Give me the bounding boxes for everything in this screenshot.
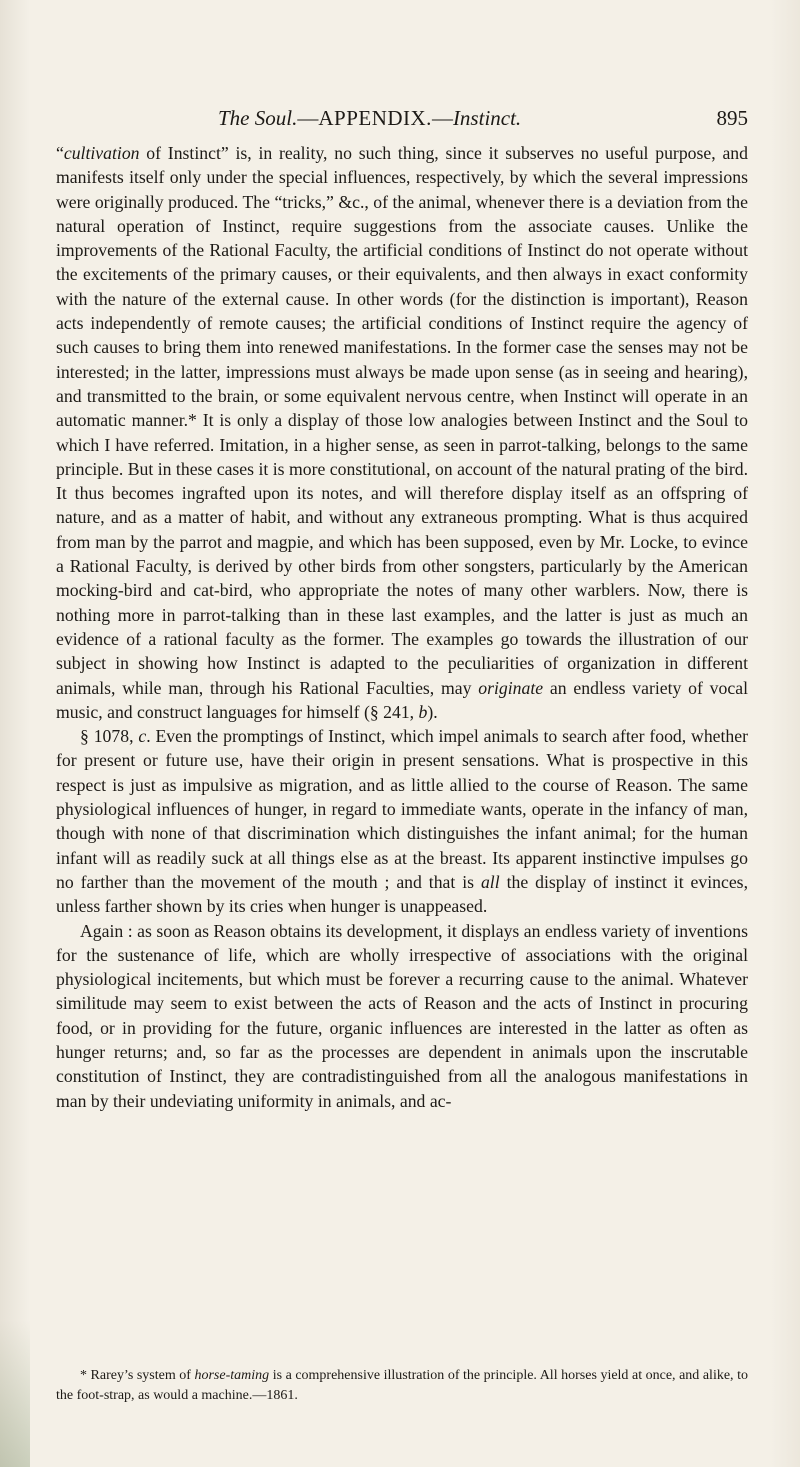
header-title-soul: The Soul. [218,106,298,130]
emphasis: horse-taming [194,1368,270,1383]
header-title [218,106,521,131]
header-title-instinct: Instinct. [452,106,522,130]
page-number: 895 [716,106,748,130]
page-edge-stain [0,1320,30,1467]
footnote-text: is a comprehensive illustration of the principle. All horses yield at once, and alike, to the foot-strap, as would a machine.—1861. [56,1368,748,1403]
paragraph-text: . Even the promptings of Instinct, which impel animals to search after food, whether for present or future use, have their origin in present sensations. What is prospective in this respect is just as impulsive as migration, and as little allied to the course of Reason. The same physiological influences of hunger, in regard to immediate wants, operate in the infancy of man, though with none of that discrimination which distinguishes the infant animal; for the human infant will as readily suck at all things else as at the breast. Its apparent instinctive impulses go no farther than the movement of the mouth ; and that is [56,726,749,892]
paragraph-text: of Instinct” is, in reality, no such thing, since it subserves no useful purpose, and manifests itself only under the special influences, respectively, by which the several impressions were originally produced. The “tricks,” &c., of the animal, whenever there is a deviation from the natural operation of Instinct, require suggestions from the associate causes. Unlike the improvements of the Rational Faculty, the artificial conditions of Instinct do not operate without the excitements of the primary causes, or their equivalents, and then always in exact conformity with the nature of the external cause. In other words (for the distinction is important), Reason acts independently of remote causes; the artificial conditions of Instinct require the agency of such causes to bring them into renewed manifestations. In the former case the senses may not be interested; in the latter, impressions must always be made upon sense (as in seeing and hearing), and transmitted to the brain, or some equivalent nervous centre, when Instinct will operate in an automatic manner.* It is only a display of those low analogies between Instinct and the Soul to which I have referred. Imitation, in a higher sense, as seen in parrot-talking, belongs to the same principle. But in these cases it is more constitutional, on account of the natural prating of the bird. It thus becomes ingrafted upon its notes, and will therefore display itself as an offspring of nature, and as a matter of habit, and without any extraneous prompting. What is thus acquired from man by the parrot and magpie, and which has been supposed, even by Mr. Locke, to evince a Rational Faculty, is derived by other birds from other songsters, particularly by the American mocking-bird and cat-bird, who appropriate the notes of many other warblers. Now, there is nothing more in parrot-talking than in these last examples, and the latter is just as much an evidence of a rational faculty as the former. The examples go towards the illustration of our subject in showing how Instinct is adapted to the peculiarities of organization in different animals, while man, through his Rational Faculties, may [56,143,748,698]
emphasis: b [418,701,428,722]
header-appendix: APPENDIX. [318,106,432,130]
emphasis: c [138,726,147,747]
header-dash: — [297,106,319,130]
footnote [56,1366,748,1406]
paragraph-text: the display of instinct it evinces, unless farther shown by its cries when hunger is unappeased. [56,871,748,917]
paragraph-2 [56,724,748,918]
emphasis: all [480,871,500,892]
footnote-lead: * Rarey’s system of [80,1368,195,1383]
emphasis: cultivation [63,143,140,163]
emphasis: originate [478,677,544,698]
paragraph-text: ). [427,701,438,722]
paragraph-text: an endless variety of vocal music, and construct languages for himself (§ 241, [56,677,748,722]
body-text [56,141,748,1113]
running-header [58,106,748,136]
header-dash: — [431,106,453,130]
section-ref: § 1078, [80,726,139,747]
paragraph-3: Again : as soon as Reason obtains its development, it displays an endless variety of inventions for the sustenance of life, which are wholly irrespective of associations with the original physiological incitements, but which must be forever a recurring cause to the animal. Whatever similitude may seem to exist between the acts of Reason and the acts of Instinct in procuring food, or in providing for the future, organic influences are interested in the latter as often as hunger returns; and, so far as the processes are dependent in animals upon the inscrutable constitution of Instinct, they are contradistinguished from all the analogous manifestations in man by their undeviating uniformity in animals, and ac- [56,920,748,1111]
paragraph-1: “cultivation of Instinct” is, in reality, no such thing, since it subserves no useful purpose, and manifests itself only under the special influences, respectively, by which the several impressions were originally produced. The “tricks,” &c., of the animal, whenever there is a deviation from the natural operation of Instinct, require suggestions from the associate causes. Unlike the improvements of the Rational Faculty, the artificial conditions of Instinct do not operate without the excitements of the primary causes, or their equivalents, and then always in exact conformity with the nature of the external cause. In other words (for the distinction is important), Reason acts independently of remote causes; the artificial conditions of Instinct require the agency of such causes to bring them into renewed manifestations. In the former case the senses may not be interested; in the latter, impressions must always be made upon sense (as in seeing and hearing), and transmitted to the brain, or some equivalent nervous centre, when Instinct will operate in an automatic manner.* It is only a display of those low analogies between Instinct and the Soul to which I have referred. Imitation, in a higher sense, as seen in parrot-talking, belongs to the same principle. But in these cases it is more constitutional, on account of the natural prating of the bird. It thus becomes ingrafted upon its notes, and will therefore display itself as an offspring of nature, and as a matter of habit, and without any extraneous prompting. What is thus acquired from man by the parrot and magpie, and which has been supposed, even by Mr. Locke, to evince a Rational Faculty, is derived by other birds from other songsters, particularly by the American mocking-bird and cat-bird, who appropriate the notes of many other warblers. Now, there is nothing more in parrot-talking than in these last examples, and the latter is just as much an evidence of a rational faculty as the former. The examples go towards the illustration of our subject in showing how Instinct is adapted to the peculiarities of organization in different animals, while man, through his Rational Faculties, may originate an endless variety of vocal music, and construct languages for himself (§ 241, b). [56,143,748,722]
